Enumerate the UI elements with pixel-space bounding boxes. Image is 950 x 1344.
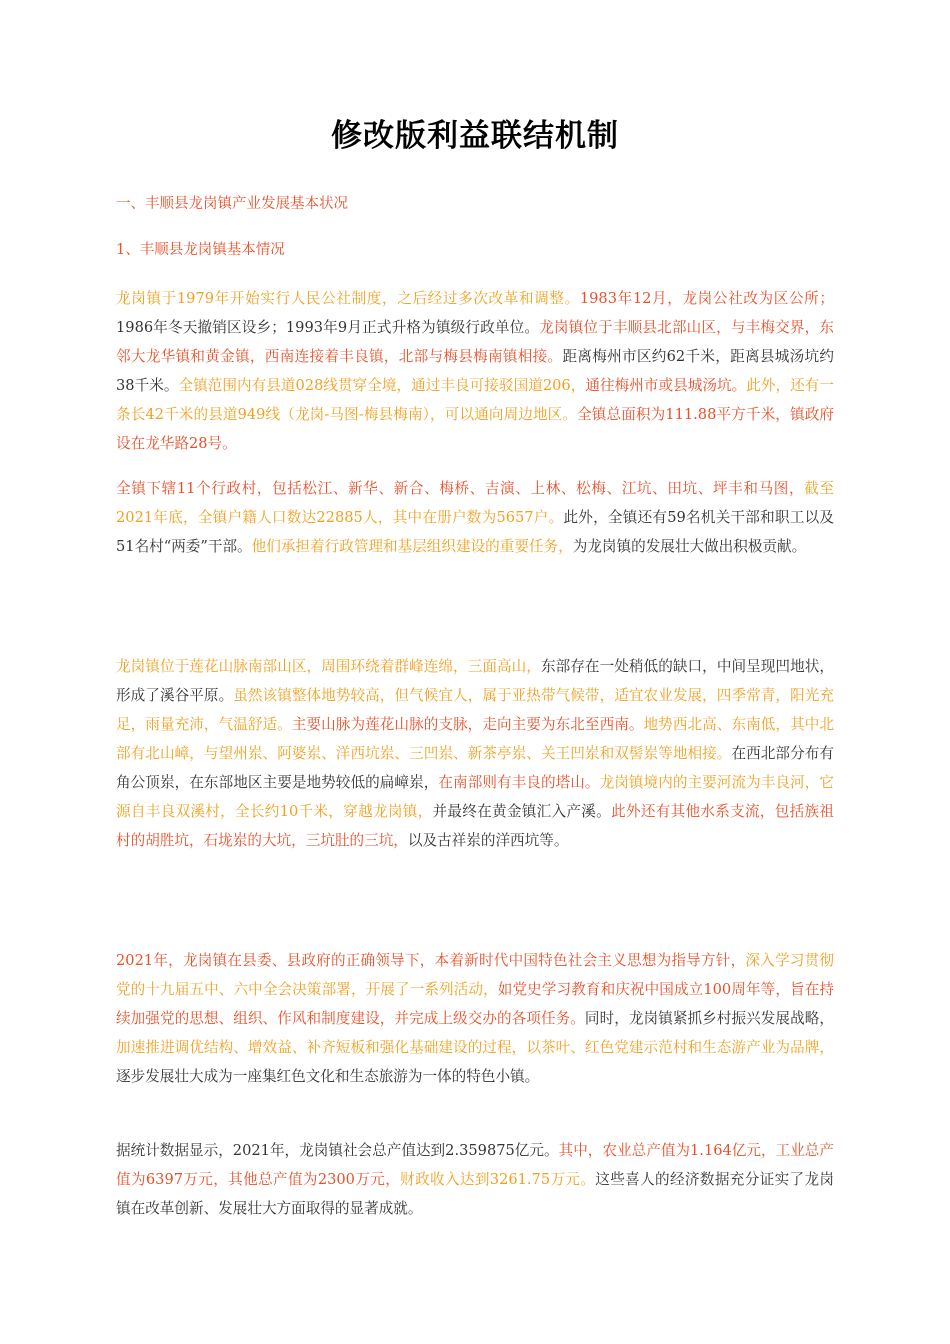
- paragraph-3: [116, 652, 834, 855]
- text-segment: 全镇下辖11个行政村，包括松江、新华、新合、梅桥、吉演、上林、松梅、江坑、田坑、坪丰和马图，: [116, 480, 805, 497]
- paragraph-1: [116, 284, 834, 458]
- paragraph-5: [116, 1136, 834, 1223]
- text-segment: 财政收入达到3261.75万元。: [400, 1171, 596, 1188]
- text-segment: 通往梅州市或县城汤坑。: [585, 377, 747, 394]
- text-segment: 逐步发展壮大成为一座集红色文化和生态旅游为一体的特色小镇。: [116, 1068, 540, 1085]
- text-segment: 龙岗镇位于莲花山脉南部山区，周围环绕着群峰连绵，三面高山，: [116, 658, 541, 675]
- text-segment: 为龙岗镇的发展壮大做出积极贡献。: [572, 538, 807, 555]
- text-segment: 在西北部分布有角公顶岽，在东部地区主要是地势较低的扁嶂岽，: [116, 745, 834, 791]
- text-segment: 同时，龙岗镇紧抓乡村振兴发展战略，: [584, 1010, 834, 1027]
- document-title: 修改版利益联结机制: [331, 118, 619, 154]
- text-segment: 如党史学习教育和庆祝中国成立100周年等，旨在持续加强党的思想、组织、作风和制度建设，并完成上级交办的各项任务。: [116, 981, 834, 1027]
- text-segment: 东部存在一处稍低的缺口，中间呈现凹地状，形成了溪谷平原。: [116, 658, 834, 704]
- text-segment: 深入学习贯彻党的十九届五中、六中全会决策部署，开展了一系列活动，: [116, 952, 834, 998]
- paragraph-4: [116, 946, 834, 1091]
- text-segment: 其中，农业总产值为1.164亿元，工业总产值为6397万元，其他总产值为2300万元，: [116, 1142, 834, 1188]
- text-segment: 主要山脉为莲花山脉的支脉，走向主要为东北至西南。: [291, 716, 644, 733]
- text-segment: 并最终在黄金镇汇入产溪。: [432, 803, 612, 820]
- text-segment: 以及古祥岽的洋西坑等。: [407, 832, 569, 849]
- text-segment: 2021年，龙岗镇在县委、县政府的正确领导下，本着新时代中国特色社会主义思想为指导方针，: [116, 952, 746, 969]
- text-segment: 这些喜人的经济数据充分证实了龙岗镇在改革创新、发展壮大方面取得的显著成就。: [116, 1171, 834, 1217]
- text-segment: 在南部则有丰良的塔山。: [438, 774, 600, 791]
- text-segment: 全镇范围内有县道028线贯穿全境，通过丰良可接驳国道206，: [178, 377, 586, 394]
- text-segment: 此外，全镇还有59名机关干部和职工以及51名村“两委”干部。: [116, 509, 834, 555]
- text-segment: 据统计数据显示，2021年，龙岗镇社会总产值达到2.359875亿元。: [116, 1142, 559, 1159]
- text-segment: 1986年冬天撤销区设乡；1993年9月正式升格为镇级行政单位。: [116, 319, 540, 336]
- subsection-heading: 1、丰顺县龙岗镇基本情况: [116, 242, 285, 258]
- text-segment: 加速推进调优结构、增效益、补齐短板和强化基础建设的过程，以茶叶、红色党建示范村和生态游产业为品牌，: [116, 1039, 834, 1056]
- text-segment: 龙岗镇境内的主要河流为丰良河，它源自丰良双溪村，全长约10千米，穿越龙岗镇，: [116, 774, 834, 820]
- text-segment: 此外还有其他水系支流，包括族祖村的胡胜坑，石垅岽的大坑，三坑肚的三坑，: [116, 803, 834, 849]
- text-segment: 龙岗镇于1979年开始实行人民公社制度，之后经过多次改革和调整。: [116, 290, 580, 307]
- text-segment: 截至2021年底，全镇户籍人口数达22885人，其中在册户数为5657户。: [116, 480, 834, 526]
- text-segment: 地势西北高、东南低，其中北部有北山嶂，与望州岽、阿婆岽、洋西坑岽、三凹岽、新茶亭岽、关王凹岽和双髻岽等地相接。: [116, 716, 834, 762]
- text-segment: 全镇总面积为111.88平方千米，镇政府设在龙华路28号。: [116, 406, 834, 452]
- text-segment: 龙岗镇位于丰顺县北部山区，与丰梅交界，东邻大龙华镇和黄金镇，西南连接着丰良镇，北部与梅县梅南镇相接。: [116, 319, 834, 365]
- text-segment: 他们承担着行政管理和基层组织建设的重要任务，: [251, 538, 573, 555]
- text-segment: 距离梅州市区约62千米，距离县城汤坑约38千米。: [116, 348, 834, 394]
- text-segment: 此外，还有一条长42千米的县道949线（龙岗-马图-梅县梅南），可以通向周边地区。: [116, 377, 834, 423]
- text-segment: 1983年12月，龙岗公社改为区公所；: [579, 290, 834, 307]
- paragraph-2: [116, 474, 834, 561]
- text-segment: 虽然该镇整体地势较高，但气候宜人，属于亚热带气候带，适宜农业发展，四季常青，阳光充足，雨量充沛，气温舒适。: [116, 687, 834, 733]
- section-heading: 一、丰顺县龙岗镇产业发展基本状况: [116, 196, 348, 212]
